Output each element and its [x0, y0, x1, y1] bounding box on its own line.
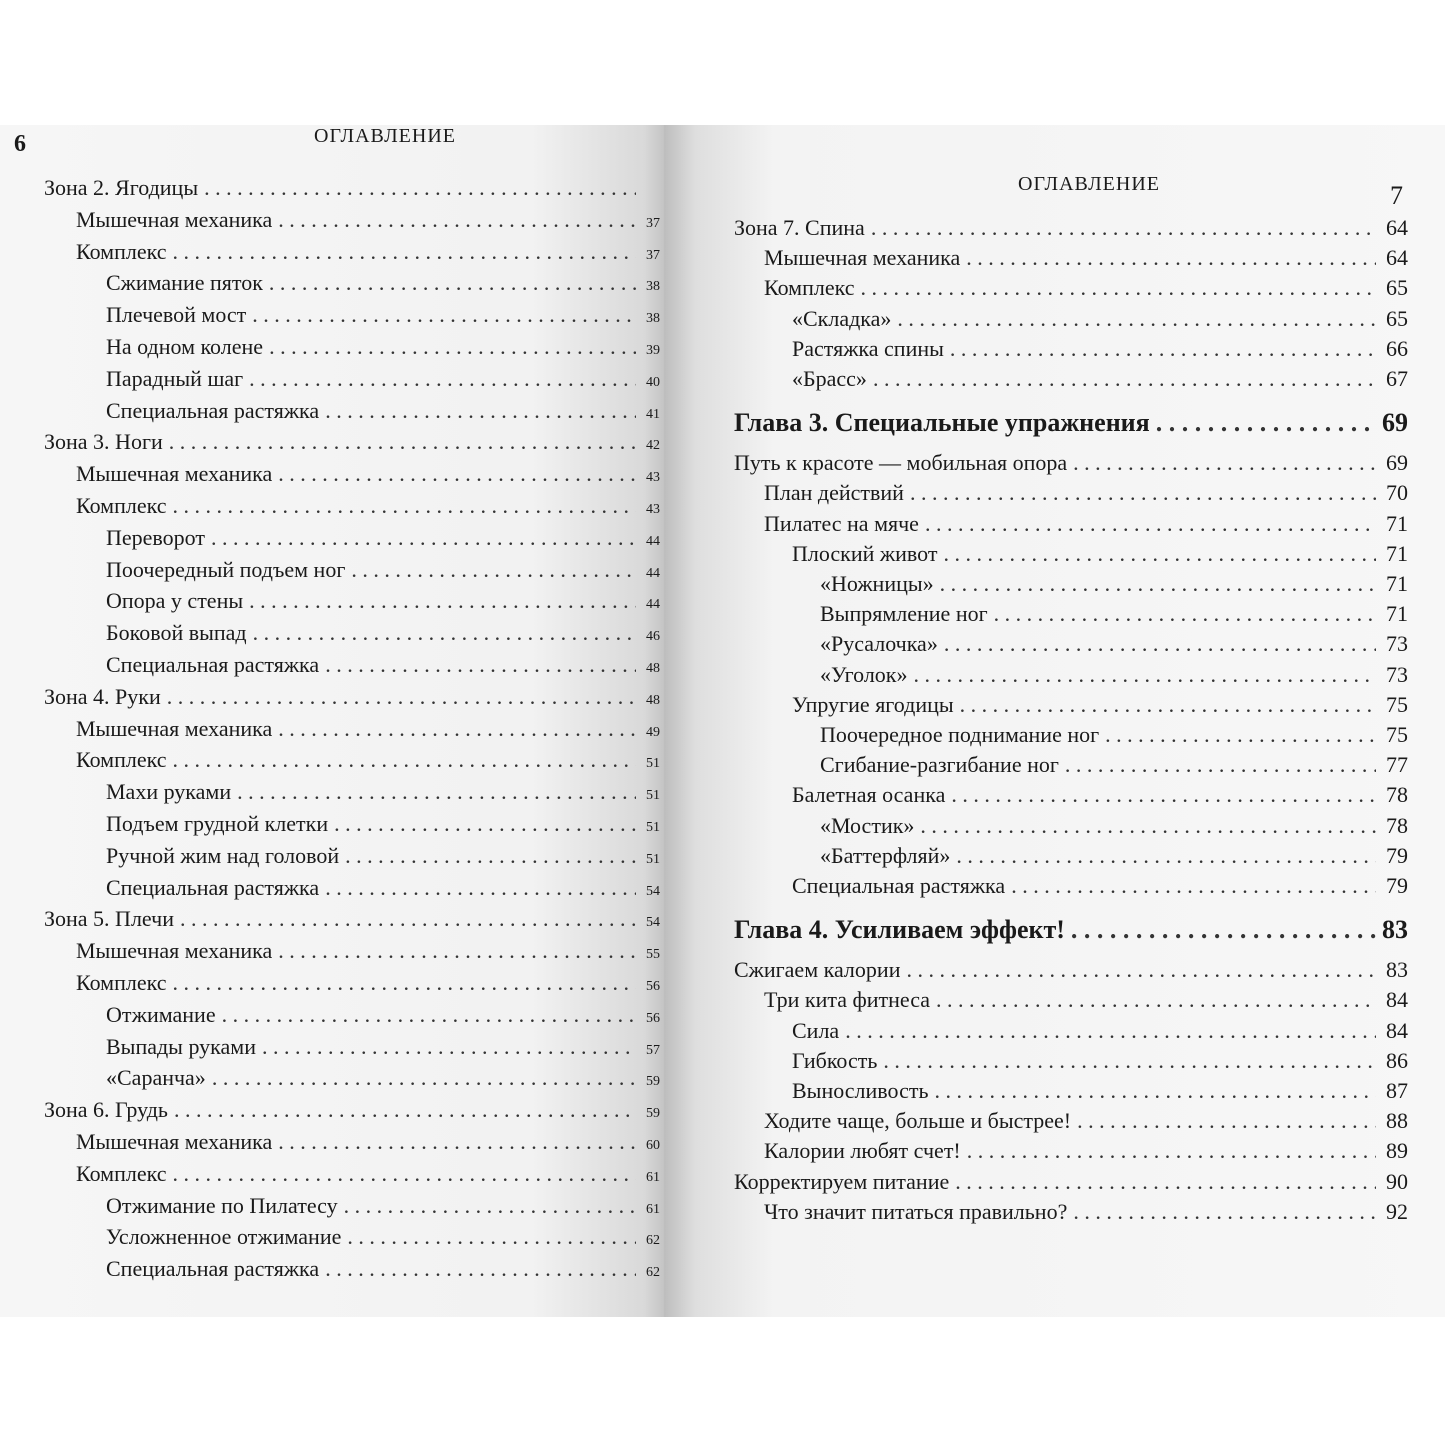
toc-entry-title: Зона 2. Ягодицы [44, 175, 199, 200]
toc-entry-page-number: 41 [646, 406, 660, 422]
toc-entry-page-number: 67 [1386, 366, 1408, 391]
dot-leader [955, 1169, 1376, 1195]
toc-entry [792, 1018, 1408, 1050]
toc-entry-title: Усложненное отжимание [106, 1224, 342, 1250]
toc-entry [44, 175, 660, 207]
dot-leader [950, 336, 1376, 362]
toc-entry [734, 957, 1408, 989]
toc-entry-title: Специальная растяжка [106, 652, 320, 677]
toc-entry-title: Комплекс [76, 1160, 167, 1186]
dot-leader [269, 334, 636, 360]
toc-entry-title: Специальная растяжка [106, 874, 320, 900]
toc-entry-page-number: 65 [1386, 305, 1408, 331]
dot-leader [345, 843, 636, 869]
dot-leader [262, 1034, 636, 1060]
toc-entry-page-number: 87 [1386, 1078, 1408, 1103]
toc-entry [106, 620, 660, 652]
dot-leader [211, 525, 636, 551]
toc-entry-title: «Складка» [792, 305, 892, 331]
toc-entry-title: Сгибание-разгибание ног [820, 752, 1059, 778]
toc-entry-title: Балетная осанка [792, 782, 946, 808]
dot-leader [237, 779, 636, 805]
dot-leader [351, 557, 636, 583]
toc-entry-page-number: 62 [646, 1233, 660, 1249]
running-head: ОГЛАВЛЕНИЕ [1018, 173, 1160, 195]
dot-leader [925, 511, 1376, 537]
toc-entry-page-number: 48 [646, 692, 660, 708]
toc-entry [792, 782, 1408, 814]
toc-entry-page-number: 73 [1386, 631, 1408, 657]
toc-entry [764, 987, 1408, 1019]
dot-leader [173, 970, 636, 996]
toc-entry-page-number: 43 [646, 470, 660, 486]
toc-entry-title: Сжимание пяток [106, 270, 263, 296]
toc-entry [734, 1169, 1408, 1201]
toc-entry [76, 716, 660, 748]
toc-entry-title: На одном колене [106, 334, 264, 359]
toc-entry-title: Зона 5. Плечи [44, 906, 174, 932]
toc-entry-title: «Саранча» [106, 1065, 206, 1091]
toc-entry-page-number: 88 [1386, 1108, 1408, 1134]
toc-entry-page-number: 62 [646, 1265, 660, 1281]
toc-entry-title: Плечевой мост [106, 302, 247, 328]
toc-entry-page-number: 71 [1386, 571, 1408, 596]
toc-entry-title: Комплекс [76, 970, 167, 995]
toc-entry [106, 779, 660, 811]
toc-entry-page-number: 71 [1386, 510, 1408, 536]
dot-leader [278, 938, 636, 964]
toc-entry [106, 1002, 660, 1034]
toc-entry-page-number: 54 [646, 883, 660, 899]
dot-leader [278, 1129, 636, 1155]
dot-leader [910, 480, 1376, 506]
toc-entry-page-number: 78 [1386, 812, 1408, 838]
toc-entry-page-number: 39 [646, 343, 660, 358]
toc-entry-title: Три кита фитнеса [764, 987, 931, 1013]
toc-entry-page-number: 59 [646, 1074, 660, 1090]
toc-entry-title: Зона 3. Ноги [44, 429, 163, 455]
dot-leader [173, 239, 636, 265]
toc-entry-page-number: 51 [646, 788, 660, 804]
toc-entry-title: Выпрямление ног [820, 601, 988, 627]
dot-leader [167, 684, 636, 710]
toc-entry-title: Гибкость [792, 1047, 878, 1073]
toc-entry-page-number: 84 [1386, 987, 1408, 1013]
dot-leader [871, 215, 1376, 241]
toc-entry [734, 450, 1408, 482]
toc-entry-page-number: 79 [1386, 842, 1408, 868]
toc-entry [106, 1256, 660, 1288]
toc-entry [792, 1048, 1408, 1080]
toc-entry-page-number: 48 [646, 661, 660, 676]
toc-entry [76, 207, 660, 239]
toc-entry-page-number: 61 [646, 1201, 660, 1217]
dot-leader [278, 207, 636, 233]
toc-entry-page-number: 38 [646, 311, 660, 327]
toc-entry-title: Мышечная механика [764, 245, 961, 271]
toc-entry-title: Корректируем питание [734, 1168, 950, 1194]
dot-leader [914, 662, 1377, 688]
toc-entry-page-number: 66 [1386, 335, 1408, 361]
toc-entry-title: «Ножницы» [820, 571, 934, 596]
dot-leader [960, 692, 1376, 718]
toc-entry-title: Сжигаем калории [734, 957, 901, 983]
toc-entry-page-number: 86 [1386, 1047, 1408, 1073]
toc-entry [820, 571, 1408, 603]
toc-entry-page-number: 37 [646, 215, 660, 231]
toc-entry [820, 722, 1408, 754]
toc-entry-page-number: 65 [1386, 275, 1408, 301]
toc-entry-page-number: 75 [1386, 691, 1408, 717]
toc-entry-title: «Брасс» [792, 366, 867, 391]
dot-leader [940, 571, 1376, 597]
toc-entry-title: Мышечная механика [76, 938, 273, 964]
toc-entry-title: Специальная растяжка [106, 397, 320, 423]
toc-entry-title: Подъем грудной клетки [106, 811, 329, 836]
toc-entry [106, 1034, 660, 1066]
toc-entry-title: Путь к красоте — мобильная опора [734, 450, 1068, 476]
dot-leader [873, 366, 1376, 392]
toc-entry-title: «Баттерфляй» [820, 842, 951, 868]
toc-entry [764, 245, 1408, 277]
toc-entry-title: Комплекс [76, 493, 167, 518]
toc-entry-title: Мышечная механика [76, 461, 273, 487]
toc-entry [792, 366, 1408, 398]
dot-leader [897, 306, 1376, 332]
toc-entry-title: Махи руками [106, 779, 232, 805]
toc-entry-title: Специальная растяжка [106, 1256, 320, 1282]
toc-entry [820, 752, 1408, 784]
dot-leader [1073, 1199, 1376, 1225]
book-spread [0, 125, 1445, 1317]
toc-entry [106, 366, 660, 398]
toc-entry-page-number: 60 [646, 1138, 660, 1153]
dot-leader [1065, 752, 1376, 778]
toc-entry [76, 461, 660, 493]
toc-entry [734, 215, 1408, 247]
dot-leader [180, 906, 636, 932]
toc-entry [764, 480, 1408, 512]
toc-entry [764, 511, 1408, 543]
dot-leader [253, 620, 636, 646]
toc-entry [44, 429, 660, 461]
toc-entry [106, 525, 660, 557]
dot-leader [944, 631, 1376, 657]
toc-entry-title: Ходите чаще, больше и быстрее! [764, 1108, 1072, 1134]
dot-leader [935, 1078, 1377, 1104]
toc-entry [792, 873, 1408, 905]
dot-leader [951, 782, 1376, 808]
toc-entry-title: «Уголок» [820, 661, 908, 687]
toc-entry-page-number: 40 [646, 374, 660, 390]
dot-leader [278, 461, 636, 487]
toc-entry [106, 302, 660, 334]
toc-entry-page-number: 73 [1386, 661, 1408, 687]
toc-entry-page-number: 77 [1386, 752, 1408, 778]
toc-entry-page-number: 64 [1386, 245, 1408, 271]
toc-entry-title: «Русалочка» [820, 631, 938, 657]
toc-entry [764, 275, 1408, 307]
dot-leader [344, 1193, 636, 1219]
dot-leader [994, 601, 1376, 627]
toc-entry [44, 906, 660, 938]
dot-leader [278, 716, 636, 742]
toc-entry-page-number: 42 [646, 438, 660, 454]
toc-entry-title: Выносливость [792, 1078, 929, 1103]
toc-entry-title: Боковой выпад [106, 620, 247, 646]
dot-leader [173, 493, 636, 519]
toc-entry [792, 541, 1408, 573]
dot-leader [845, 1018, 1376, 1044]
toc-entry-page-number: 51 [646, 756, 660, 772]
toc-entry-title: Отжимание по Пилатесу [106, 1192, 338, 1218]
toc-entry-page-number: 49 [646, 724, 660, 740]
toc-entry-page-number: 38 [646, 279, 660, 295]
toc-entry [76, 1161, 660, 1193]
toc-entry [106, 1193, 660, 1225]
toc-entry [106, 270, 660, 302]
dot-leader [269, 270, 636, 296]
toc-entry-page-number: 59 [646, 1106, 660, 1122]
toc-entry-page-number: 70 [1386, 480, 1408, 506]
toc-entry [106, 398, 660, 430]
toc-entry [792, 336, 1408, 368]
toc-entry-page-number: 51 [646, 851, 660, 867]
toc-entry-page-number: 71 [1386, 601, 1408, 627]
toc-entry [820, 843, 1408, 875]
dot-leader [1156, 408, 1376, 438]
toc-entry [764, 1199, 1408, 1231]
toc-entry-title: «Мостик» [820, 812, 915, 838]
dot-leader [325, 875, 636, 901]
toc-entry-page-number: 69 [1386, 450, 1408, 476]
toc-entry-page-number: 57 [646, 1042, 660, 1058]
toc-entry [820, 662, 1408, 694]
toc-entry-page-number: 51 [646, 820, 660, 835]
page-number: 6 [14, 131, 26, 157]
toc-entry-page-number: 90 [1386, 1168, 1408, 1194]
dot-leader [883, 1048, 1376, 1074]
toc-entry [44, 684, 660, 716]
dot-leader [174, 1097, 636, 1123]
toc-entry-title: Глава 4. Усиливаем эффект! [734, 915, 1065, 945]
toc-entry-title: Пилатес на мяче [764, 510, 919, 536]
toc-entry [106, 875, 660, 907]
toc-entry-title: Мышечная механика [76, 206, 273, 232]
toc-entry [76, 970, 660, 1002]
toc-entry-page-number: 79 [1386, 873, 1408, 898]
toc-entry-title: Мышечная механика [76, 1129, 273, 1154]
toc-entry-title: Зона 7. Спина [734, 215, 865, 240]
dot-leader [967, 1138, 1376, 1164]
toc-entry [106, 1065, 660, 1097]
dot-leader [169, 429, 636, 455]
dot-leader [966, 245, 1376, 271]
toc-entry-title: Отжимание [106, 1001, 216, 1027]
dot-leader [1011, 873, 1376, 899]
toc-entry-page-number: 75 [1386, 722, 1408, 747]
dot-leader [334, 811, 636, 837]
dot-leader [943, 541, 1376, 567]
toc-entry-page-number: 37 [646, 247, 660, 263]
dot-leader [347, 1224, 636, 1250]
toc-entry-page-number: 61 [646, 1169, 660, 1185]
toc-entry-page-number: 44 [646, 565, 660, 581]
toc-entry-title: Зона 4. Руки [44, 683, 161, 709]
toc-entry-page-number: 44 [646, 533, 660, 549]
dot-leader [249, 366, 636, 392]
dot-leader [920, 813, 1376, 839]
dot-leader [249, 588, 636, 614]
toc-entry [106, 843, 660, 875]
toc-entry-title: Комплекс [76, 747, 167, 773]
toc-entry-page-number: 54 [646, 915, 660, 931]
page-number: 7 [1390, 181, 1403, 210]
toc-entry [106, 588, 660, 620]
toc-entry-page-number: 69 [1382, 408, 1408, 438]
toc-entry-page-number: 44 [646, 597, 660, 613]
toc-entry-page-number: 43 [646, 502, 660, 517]
toc-entry-page-number: 64 [1386, 215, 1408, 240]
toc-entry-title: Комплекс [76, 238, 167, 264]
toc-entry-title: Глава 3. Специальные упражнения [734, 408, 1150, 438]
toc-entry [76, 938, 660, 970]
toc-entry-page-number: 89 [1386, 1138, 1408, 1164]
toc-entry-page-number: 46 [646, 629, 660, 645]
toc-entry-title: Поочередное поднимание ног [820, 722, 1100, 747]
toc-entry [820, 813, 1408, 845]
toc-entry-page-number: 55 [646, 947, 660, 963]
toc-entry-title: Специальная растяжка [792, 873, 1006, 898]
toc-entry [820, 601, 1408, 633]
toc-entry [792, 306, 1408, 338]
dot-leader [325, 652, 636, 678]
toc-entry [76, 239, 660, 271]
toc-entry-page-number: 92 [1386, 1198, 1408, 1224]
toc-entry [792, 692, 1408, 724]
dot-leader [1077, 1108, 1376, 1134]
toc-entry [76, 1129, 660, 1161]
toc-entry-page-number: 83 [1386, 957, 1408, 983]
dot-leader [173, 747, 636, 773]
dot-leader [212, 1065, 636, 1091]
toc-entry-page-number: 78 [1386, 782, 1408, 808]
dot-leader [1073, 450, 1376, 476]
dot-leader [1105, 722, 1376, 748]
dot-leader [204, 175, 636, 201]
toc-entry-page-number: 56 [646, 979, 660, 994]
toc-entry-page-number: 56 [646, 1010, 660, 1026]
left-page [0, 125, 664, 1317]
toc-entry-title: Ручной жим над головой [106, 842, 340, 868]
toc-entry-title: Растяжка спины [792, 335, 944, 361]
toc-entry-page-number: 84 [1386, 1017, 1408, 1043]
dot-leader [906, 957, 1376, 983]
toc-entry [106, 557, 660, 589]
toc-entry [106, 1224, 660, 1256]
toc-entry [106, 652, 660, 684]
toc-entry-title: План действий [764, 480, 904, 506]
running-head: ОГЛАВЛЕНИЕ [314, 125, 456, 147]
toc-entry [792, 1078, 1408, 1110]
toc-entry [76, 493, 660, 525]
toc-entry-page-number: 71 [1386, 540, 1408, 566]
dot-leader [956, 843, 1376, 869]
toc-entry [106, 811, 660, 843]
dot-leader [325, 398, 636, 424]
dot-leader [861, 275, 1376, 301]
right-page [664, 125, 1445, 1317]
toc-entry-title: Упругие ягодицы [792, 691, 954, 717]
toc-entry-title: Сила [792, 1017, 840, 1043]
toc-entry-title: Опора у стены [106, 588, 244, 614]
dot-leader [1071, 915, 1376, 945]
dot-leader [173, 1161, 636, 1187]
toc-entry-title: Зона 6. Грудь [44, 1097, 168, 1123]
toc-entry [106, 334, 660, 366]
toc-entry-title: Комплекс [764, 275, 855, 301]
toc-entry-title: Поочередный подъем ног [106, 556, 346, 582]
toc-entry-title: Парадный шаг [106, 365, 244, 391]
toc-entry-title: Мышечная механика [76, 715, 273, 741]
dot-leader [222, 1002, 636, 1028]
toc-entry [76, 747, 660, 779]
toc-entry [764, 1138, 1408, 1170]
toc-entry-title: Переворот [106, 524, 205, 550]
dot-leader [325, 1256, 636, 1282]
toc-entry-page-number: 83 [1382, 915, 1408, 945]
toc-entry-title: Выпады руками [106, 1033, 256, 1059]
toc-entry [820, 631, 1408, 663]
toc-entry-title: Плоский живот [792, 540, 938, 566]
dot-leader [252, 302, 636, 328]
toc-chapter-heading [734, 915, 1408, 953]
toc-chapter-heading [734, 408, 1408, 446]
toc-entry-title: Что значит питаться правильно? [764, 1198, 1068, 1224]
toc-entry-title: Калории любят счет! [764, 1138, 961, 1164]
dot-leader [936, 987, 1376, 1013]
toc-entry [764, 1108, 1408, 1140]
toc-entry [44, 1097, 660, 1129]
